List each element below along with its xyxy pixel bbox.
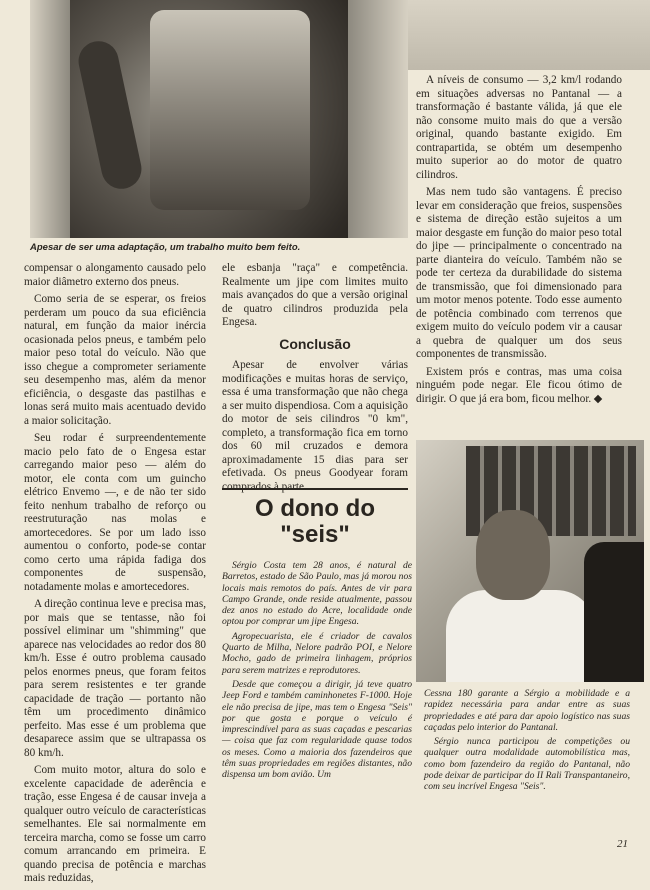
column-1 (24, 262, 206, 890)
page-number: 21 (617, 838, 628, 850)
paragraph: Desde que começou a dirigir, já teve quatro Jeep Ford e também caminhonetes F-1000. Hoje ele não precisa de jipe, mas tem o Engesa "Seis" por que gosta e porque o veículo é imprescindível para as suas caçadas e pescarias — coisa que faz com regularidade quase todos os meses. Como a maioria dos fazendeiros que têm suas propriedades em regiões distantes, não dispensa um bom avião. Um (222, 678, 412, 781)
column-2 (222, 262, 408, 498)
paragraph: Sérgio Costa tem 28 anos, é natural de Barretos, estado de São Paulo, mas já morou nos locais mais remotos do país. Antes de vir para Campo Grande, onde reside atualmente, passou dez anos no estado do Acre, localidade onde optou por comprar um jipe Engesa. (222, 560, 412, 628)
paragraph: Seu rodar é surpreendentemente macio pelo fato de o Engesa estar carregando maior peso — além do motor, ele conta com um guincho elétrico Envemo —, e de não ter sido feito nenhum trabalho de reforço ou reestruturação nas molas e amortecedores. Se por um lado isso aumentou o conforto, pode-se contar como certo uma rápida fadiga dos componentes de suspensão, notadamente molas e amortecedores. (24, 432, 206, 593)
sidebar-title: O dono do "seis" (255, 495, 375, 548)
portrait-caption (424, 688, 630, 796)
portrait-photo (416, 440, 644, 682)
paragraph: Mas nem tudo são vantagens. É preciso levar em consideração que freios, suspensões e sistema de direção estão sujeitos a um maior desgaste em função do maior peso total do jipe — principalmente o concentrado na parte dianteira do veículo. Também não se pode ter certeza da durabilidade do sistema de transmissão, que foi dimensionado para um motor menos potente. Todo esse aumento de potência combinado com terrenos que exigem muito do veículo podem vir a causar a quebra de qualquer um dos seus componentes de transmissão. (416, 186, 622, 360)
paragraph: Apesar de envolver várias modificações e muitas horas de serviço, essa é uma transformação que não chega a ser muito dispendiosa. Com a aquisição do motor de seis cilindros "0 km", completo, a transformação fica em torno dos 60 mil cruzados e demora aproximadamente 15 dias para ser efetivada. Os pneus Goodyear foram comprados à parte. (222, 359, 408, 493)
paragraph: compensar o alongamento causado pelo maior diâmetro externo dos pneus. (24, 262, 206, 288)
engine-photo (30, 0, 408, 238)
column-3 (416, 74, 622, 410)
sidebar-body (222, 560, 412, 784)
paragraph: Agropecuarista, ele é criador de cavalos Quarto de Milha, Nelore padrão POI, e Nelore Mocho, gado de primeira linhagem, próprios para serem matrizes e reprodutores. (222, 630, 412, 676)
conclusao-heading: Conclusão (279, 335, 351, 352)
paragraph: Existem prós e contras, mas uma coisa ninguém pode negar. Ele ficou ótimo de dirigir. O que já era bom, ficou melhor. (416, 365, 622, 405)
paragraph: Sérgio nunca participou de competições ou qualquer outra modalidade automobilística mas, como bom fazendeiro da região do Pantanal, não pode deixar de participar do II Rali Transpantaneiro, com seu incrível Engesa "Seis". (424, 736, 630, 793)
engine-photo-caption: Apesar de ser uma adaptação, um trabalho muito bem feito. (30, 242, 301, 253)
sidebar-title-box (222, 488, 408, 550)
paragraph: Como seria de se esperar, os freios perderam um pouco da sua eficiência natural, em função da maior inércia ocasionada pelos pneus, e também pelo maior peso total do veículo. Não que isso chegue a comprometer seriamente seu desempenho mas, além da menor eficiência, o desgaste das pastilhas e lonas será muito mais acentuado devido a maior solicitação. (24, 293, 206, 427)
paragraph: A níveis de consumo — 3,2 km/l rodando em situações adversas no Pantanal — a transformação é bastante válida, já que ele não consome muito mais do que a versão original, quando bastante exigido. Em contrapartida, se obtém um desempenho muito superior ao do motor de quatro cilindros. (416, 74, 622, 181)
paragraph: Cessna 180 garante a Sérgio a mobilidade e a rapidez necessária para andar entre as suas propriedades e até para dar apoio logístico nas suas caçadas pelo interior do Pantanal. (424, 688, 630, 733)
paragraph: ele esbanja "raça" e competência. Realmente um jipe com limites muito mais avançados do que a versão original de quatro cilindros produzida pela Engesa. (222, 262, 408, 328)
end-mark-icon (594, 394, 602, 402)
paragraph: Com muito motor, altura do solo e excelente capacidade de aderência e tração, esse Engesa é de causar inveja a qualquer outro veículo de características semelhantes. Ele sai normalmente em terceira marcha, como se fosse um carro comum arrancando em primeira. E quando precisa de potência e marchas mais reduzidas, (24, 764, 206, 884)
paragraph: A direção continua leve e precisa mas, por mais que se tentasse, não foi possível eliminar um "shimming" que aparece nas velocidades ao redor dos 80 km/h. Esse é outro problema causado pelos enormes pneus, que foram feitos para serem resistentes e ter grande capacidade de tração — portanto não têm um procedimento dinâmico perfeito. Mas esse é um problema que desaparece assim que se ultrapassa os 80 km/h. (24, 598, 206, 759)
